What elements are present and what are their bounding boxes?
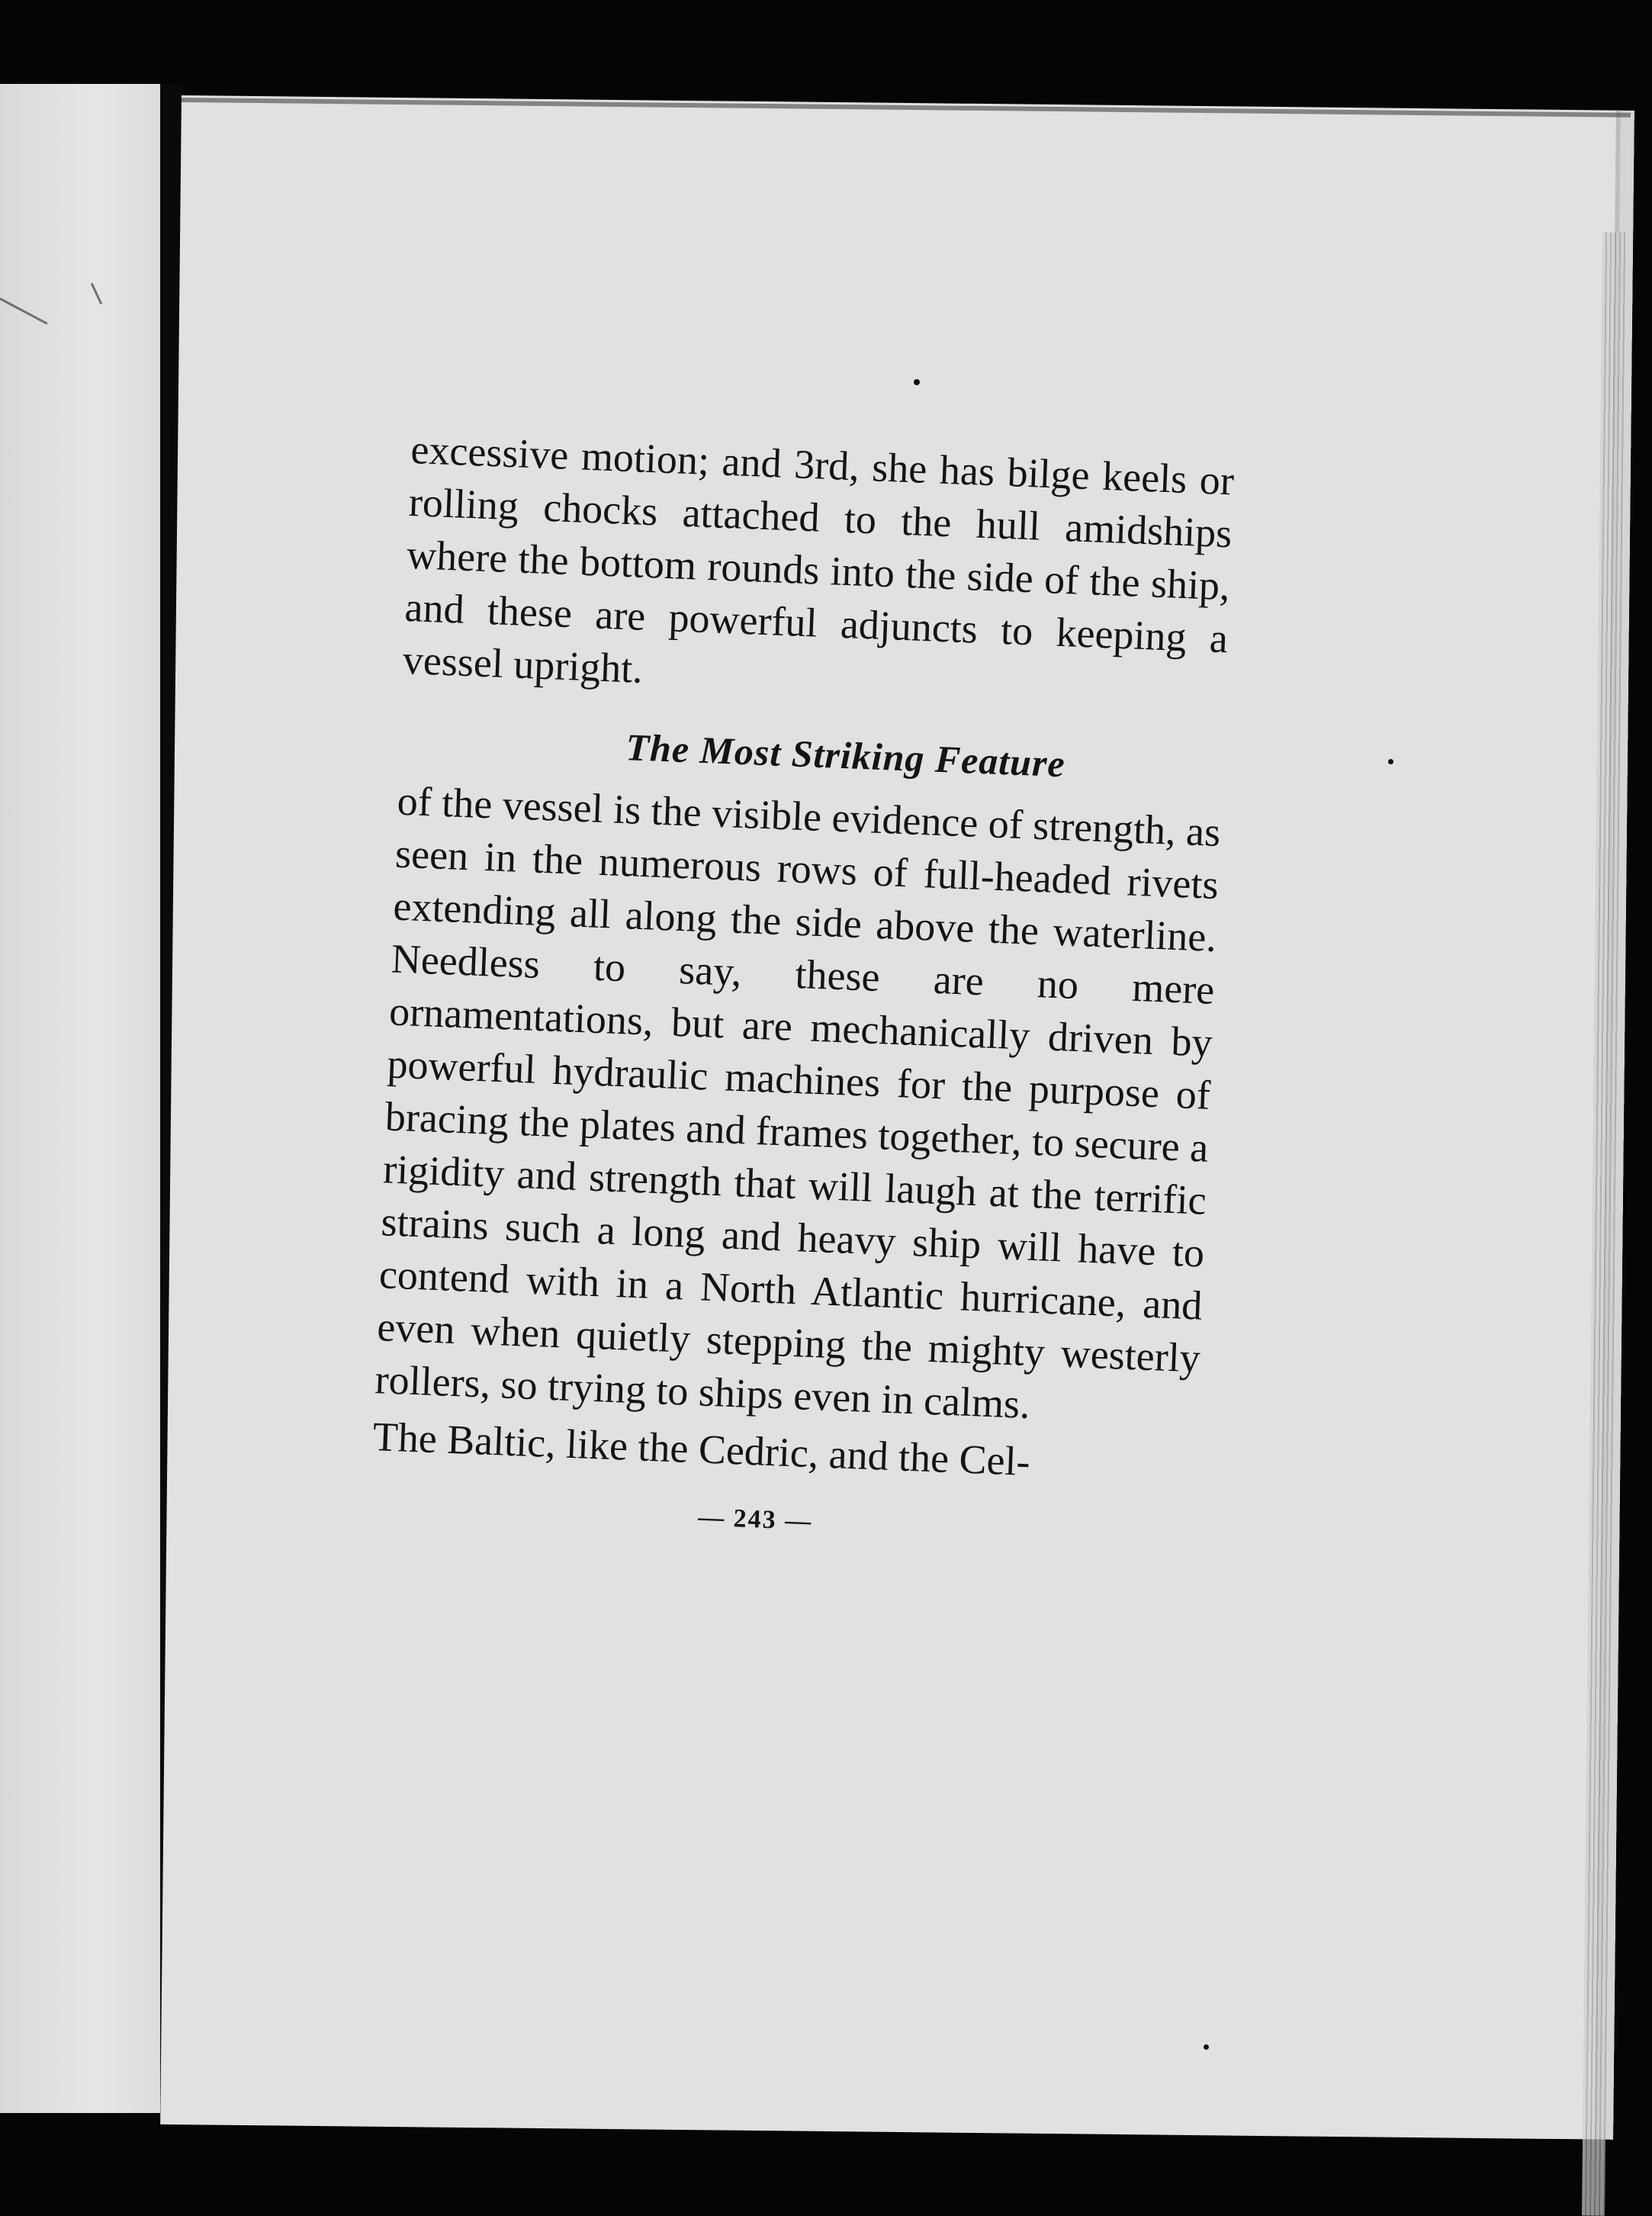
page-speck [1388,759,1393,764]
page-number: — 243 — [697,1503,813,1536]
paragraph: excessive motion; and 3rd, she has bilge keels or rolling chocks attached to the hull amidships where the bottom rounds into the side of the ship, and these are powerful adjuncts to keeping a vessel upright. [401,426,1236,692]
page-speck [1204,2044,1209,2050]
paragraph: of the vessel is the visible evidence of strength, as seen in the numerous rows of full-headed rivets extending all along the side above the waterline. Needless to say, these are no mere ornamentations, but are mechanically driven by powerful hydraulic machines for the purpose of bracing the plates and frames together, to secure a rigidity and strength that will laugh at the terrific strains such a long and heavy ship will have to contend with in a North Atlantic hurricane, and even when quietly stepping the mighty westerly rollers, so trying to ships even in calms. [374,777,1222,1428]
left-facing-page [0,84,160,2113]
section-heading: The Most Striking Feature [625,725,1066,786]
page-edges [1582,233,1625,2216]
page-speck [914,379,920,385]
page-text [369,423,1235,1562]
paragraph: The Baltic, like the Cedric, and the Cel- [371,1414,1031,1485]
